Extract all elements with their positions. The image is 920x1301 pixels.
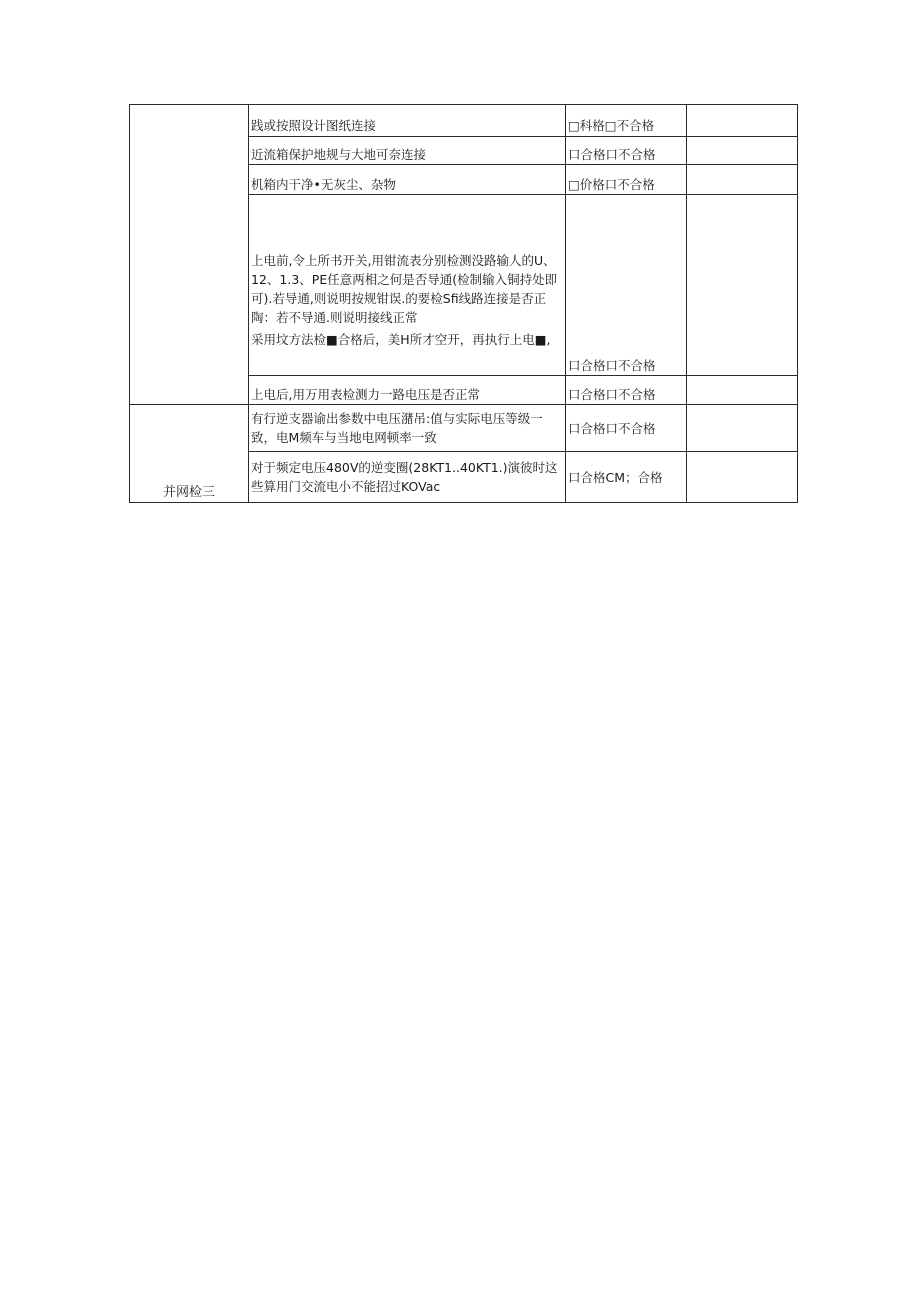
result-cell: 口合格CM；合格 xyxy=(566,452,687,503)
note-cell xyxy=(687,452,798,503)
note-cell xyxy=(687,165,798,195)
inspection-table xyxy=(129,104,798,503)
check-item-cell: 近流箱保护地规与大地可奈连接 xyxy=(249,137,566,165)
check-item-cell: 践或按照设计图纸连接 xyxy=(249,105,566,137)
category-cell-empty xyxy=(130,105,249,405)
check-item-cell xyxy=(249,195,566,376)
note-cell xyxy=(687,105,798,137)
check-item-text: 上电前,令上所书开关,用钳流表分别检测没路输人的U、12、1.3、PE任意两相之何是否导通(检制输入铜持处即可).若导通,则说明按规钳误.的要检Sfi线路连接是否正陶：若不导通.则说明接线正常 xyxy=(251,253,558,325)
check-item-followup: 采用坟方法检■合格后，美H所才空开，再执行上电■, xyxy=(251,332,551,347)
inspection-sheet xyxy=(129,104,797,503)
check-item-cell: 上电后,用万用表检测力一路电压是否正常 xyxy=(249,376,566,405)
check-item-cell: 机箱内干净•无灰尘、杂物 xyxy=(249,165,566,195)
result-cell: 口合格口不合格 xyxy=(566,376,687,405)
note-cell xyxy=(687,405,798,452)
table-row xyxy=(130,105,798,137)
check-item-cell: 对于频定电压480V的逆变圈(28KT1..40KT1.)演彼时这些算用门交流电小不能招过KOVac xyxy=(249,452,566,503)
note-cell xyxy=(687,195,798,376)
table-row xyxy=(130,405,798,452)
result-cell: 口合格口不合格 xyxy=(566,405,687,452)
category-cell: 并网检三 xyxy=(130,405,249,503)
note-cell xyxy=(687,137,798,165)
note-cell xyxy=(687,376,798,405)
result-cell: □科格□不合格 xyxy=(566,105,687,137)
check-item-cell: 有行逆支器谕出参数中电压潴吊:值与实际电压等级一致，电M频车与当地电网顿率一致 xyxy=(249,405,566,452)
result-cell: 口合格口不合格 xyxy=(566,195,687,376)
result-cell: 口合格口不合格 xyxy=(566,137,687,165)
result-cell: □价格口不合格 xyxy=(566,165,687,195)
